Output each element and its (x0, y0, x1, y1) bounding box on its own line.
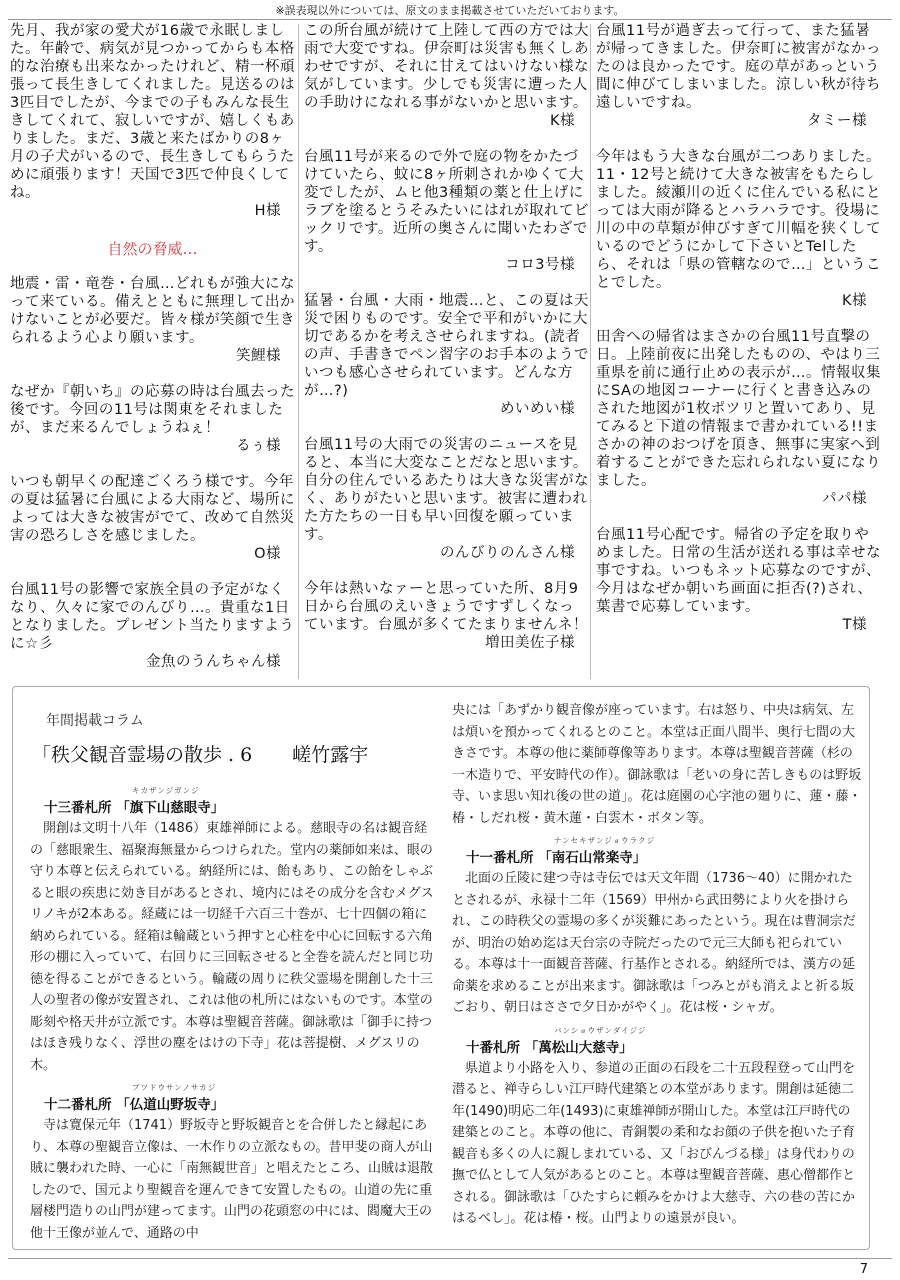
reader-column-3 (596, 22, 881, 682)
column-author: 嵯竹露宇 (292, 744, 369, 766)
temple-heading: ブツドウサンノサカジ 十二番札所 「仏道山野坂寺」 (44, 1083, 225, 1113)
reader-message: 田舎への帰省はまさかの台風11号直撃の日。上陸前夜に出発したものの、やはり三重県を前に通行止めの表示が…。情報収集にSAの地図コーナーに行くと書き込みのされた地図が1枚ポツリと置いてあり、見てみると下道の情報まで書かれている!!まさかの神のおつげを頂き、無事に実家へ到着することができた忘れられない夏になりました。 パパ様 (596, 329, 881, 507)
reader-message: 今年はもう大きな台風が二つありました。11・12号と続けて大きな被害をもたらしました。綾瀬川の近くに住んでいる私にとっては大雨が降るとハラハラです。役場に川の中の草類が伸びすぎて川幅を狭くしているのでどうにかして下さいとTelしたら、それは「県の管轄なので…」ということでした。 K様 (596, 149, 881, 309)
column-divider (298, 24, 299, 679)
reader-message: いつも朝早くの配達ごくろう様です。今年の夏は猛暑に台風による大雨など、場所によっては大きな被害がでて、改めて自然災害の恐ろしさを感じました。 O様 (10, 474, 295, 562)
bottom-divider (8, 1258, 892, 1259)
reader-message: 猛暑・台風・大雨・地震…と、この夏は天災で困りものです。安全で平和がいかに大切であるかを考えさせられますね。(読者の声、手書きでペン習字のお手本のようでいつも感心させられています。どんな方が…?) めいめい様 (304, 293, 589, 417)
reader-message: 台風11号が来るので外で庭の物をかたづけていたら、蚊に8ヶ所刺されかゆくて大変でしたが、ムヒ他3種類の薬と仕上げにラブを塗るとうそみたいにはれが取れてビックリです。近所の奥さんに聞いたわざです。 コロ3号様 (304, 149, 589, 273)
temple-heading: ナンセキザンジョウラクジ 十一番札所 「南石山常楽寺」 (466, 836, 656, 866)
column-right (452, 700, 862, 1245)
temple-heading: バンショウザンダイジジ 十番札所 「萬松山大慈寺」 (466, 1025, 647, 1056)
reader-message: この所台風が続けて上陸して西の方では大雨で大変ですね。伊奈町は災害も無くしあわせですが、それに甘えてはいけない様な気がしています。少しでも災害に遭った人の手助けになれる事がないかと思います。 K様 (304, 23, 589, 129)
temple-text: 開創は文明十八年（1486）東雄禅師による。慈眼寺の名は観音経の「慈眼衆生、福聚海無量からつけられた。堂内の薬師如来は、眼の守り本尊と伝えられている。納経所には、飴もあり、この飴をしゃぶると眼の疾患に効き目があるとされ、境内にはその成分を含むメグスリノキが2本ある。経蔵には一切経千六百三十巻が、七十四個の箱に納められている。経箱は輪蔵という押すと心柱を中心に回転する六角形の棚に入っていて、右回りに三回転させると全巻を読んだと同じ功徳を得ることができるという。輪蔵の周りに秩父霊場を開創した十三人の聖者の像が安置され、これは他の札所にはないものです。本堂の彫刻や格天井が立派です。本尊は聖観音菩薩。御詠歌は「御手に持つはほき残りなく、浮世の塵をはけの下寺」花は菩提樹、メグスリの木。 (30, 821, 434, 1073)
column-title: 「秩父観音霊場の散歩 . 6 嵯竹露宇 (32, 744, 369, 766)
reprint-note: ※誤表現以外については、原文のまま掲載させていただいております。 (275, 4, 625, 17)
temple-text: 県道より小路を入り、参道の正面の石段を二十五段程登って山門を潜ると、禅寺らしい江戸時代建築との本堂があります。開創は延徳二年(1490)明応二年(1493)に東雄禅師が開山した。本堂は江戸時代の建築とのこと。本尊の他に、青銅製の柔和なお顔の子供を抱いた子育観音も多くの人に親しまれている、又「おびんづる様」は身代わりの撫で仏として人気があるとのこと。本尊は聖観音菩薩、惠心僧都作とされる。御詠歌は「ひたすらに頼みをかけよ大慈寺、六の巷の苦にかはるべし」。花は椿・桜。山門よりの遠景が良い。 (452, 1060, 856, 1226)
page-number: 7 (859, 1262, 868, 1277)
reader-message: 台風11号心配です。帰省の予定を取りやめました。日常の生活が送れる事は幸せな事ですね。いつもネット応募なのですが、今月はなぜか朝いち画面に拒否(?)され、葉書で応募しています。 T様 (596, 527, 881, 633)
reader-message: 先月、我が家の愛犬が16歳で永眠しました。年齢で、病気が見つかってからも本格的な治療も出来なかったけれど、精一杯頑張って長生きしてくれました。見送るのは3匹目でしたが、今までの子もみんな長生きしてくれて、寂しいですが、嬉しくもありました。まだ、3歳と来たばかりの8ヶ月の子犬がいるので、長生きしてもらうために頑張ります！天国で3匹で仲良くしてね。 H様 (10, 23, 295, 219)
reader-message: 台風11号が過ぎ去って行って、また猛暑が帰ってきました。伊奈町に被害がなかったのは良かったです。庭の草があっという間に伸びてしまいました。涼しい秋が待ち遠しいですね。 タミー様 (596, 23, 881, 129)
temple-heading: キカザンジガンジ 十三番札所 「旗下山慈眼寺」 (44, 786, 225, 816)
column-divider (590, 24, 591, 679)
reader-column-2 (304, 22, 589, 682)
top-divider (8, 19, 892, 20)
reader-column-1 (10, 22, 295, 682)
reader-message: 今年は熱いなァーと思っていた所、8月9日から台風のえいきょうですずしくなっています。台風が多くてたまりませんネ！ 増田美佐子様 (304, 581, 588, 651)
section-heading: 自然の脅威… (107, 240, 198, 258)
column-left (30, 700, 440, 1245)
temple-text: 寺は寛保元年（1741）野坂寺と野坂観音とを合併したと縁起にあり、本尊の聖観音立像は、一木作りの立派なもの。昔甲斐の商人が山賊に襲われた時、一心に「南無観世音」と唱えたところ、山賊は退散したので、国元より聖観音を運んできて安置したもの。山道の先に重層楼門造りの山門が建ってます。山門の花頭窓の中には、閻魔大王の他十王像が並んで、通路の中 (30, 1118, 434, 1241)
reader-message: 台風11号の影響で家族全員の予定がなくなり、久々に家でのんびり…。貴重な1日となりました。プレゼント当たりますように☆彡 金魚のうんちゃん様 (10, 582, 295, 670)
reader-message: 台風11号の大雨での災害のニュースを見ると、本当に大変なことだなと思います。自分の住んでいるあたりは大きな災害がなく、ありがたいと思います。被害に遭われた方たちの一日も早い回復を願っています。 のんびりのんさん様 (304, 437, 589, 561)
temple-text-continued: 央には「あずかり観音像が座っています。右は怒り、中央は病気、左は煩いを預かってくれるとのこと。本堂は正面八間半、奥行七間の大きさです。本尊の他に薬師尊像等あります。本尊は聖観音菩薩（杉の一木造りで、平安時代の作）。御詠歌は「老いの身に苦しきものは野坂寺、いま思い知れ後の世の道」。花は庭園の心字池の廻りに、蓮・藤・椿・しだれ桜・黄木蓮・白雲木・ボタン等。 (452, 703, 862, 826)
reader-message: 地震・雷・竜巻・台風…どれもが強大になって来ている。備えとともに無理して出かけないことが必要だ。皆々様が笑顔で生きられるよう心より願います。 笑鯉様 (10, 276, 295, 364)
temple-text: 北面の丘陵に建つ寺は寺伝では天文年間（1736～40）に開かれたとされるが、永禄十二年（1569）甲州から武田勢により火を掛けられ、この時秩父の霊場の多くが災難にあったという。現在は曹洞宗だが、明治の始め迄は天台宗の寺院だったので元三大師も祀られている。本尊は十一面観音菩薩、行基作とされる。納経所では、漢方の延命薬を求めることが出来ます。御詠歌は「つみとがも消えよと祈る坂ごおり、朝日はささで夕日かがやく」。花は桜・シャガ。 (452, 871, 856, 1015)
column-kicker: 年間掲載コラム (46, 713, 144, 729)
reader-message: なぜか『朝いち』の応募の時は台風去った後です。今回の11号は関東をそれましたが、まだ来るんでしょうねぇ！ るぅ様 (10, 384, 295, 454)
